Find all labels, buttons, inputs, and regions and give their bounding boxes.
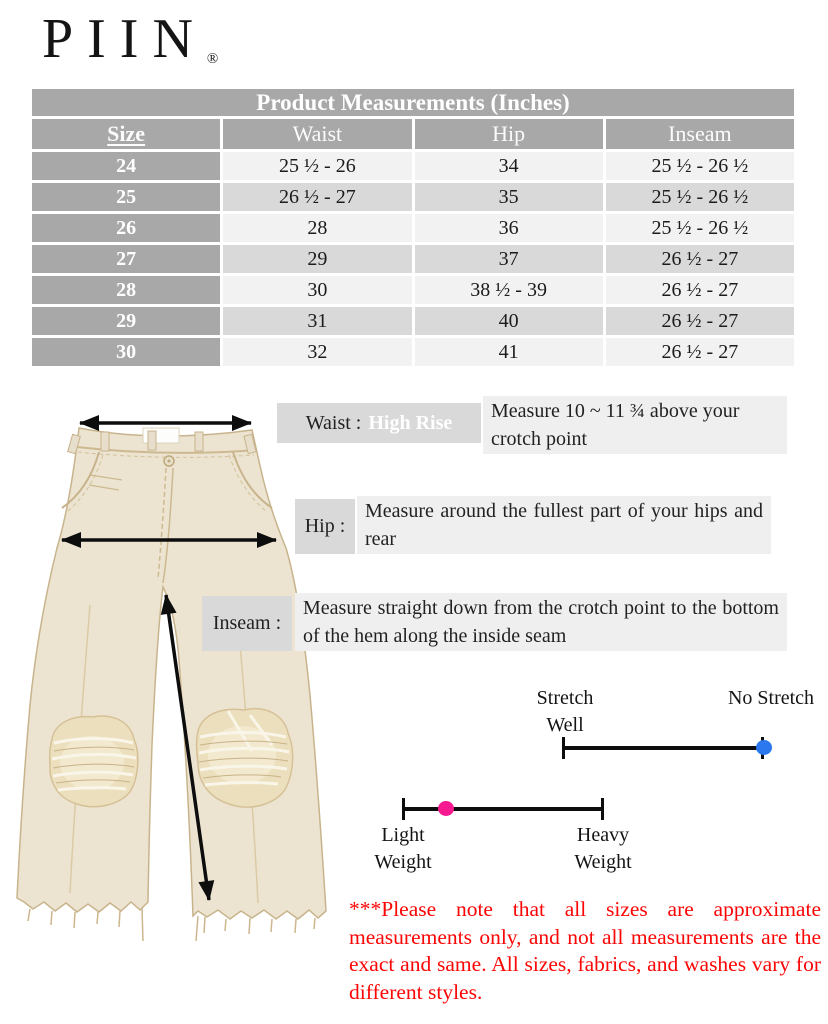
inseam-cell: 25 ½ - 26 ½ [606, 152, 794, 180]
size-cell: 29 [32, 307, 220, 335]
stretch-well-label: Stretch Well [536, 687, 594, 736]
table-row [32, 245, 794, 273]
table-title-row [32, 89, 794, 116]
weight-scale-left-tick [402, 798, 405, 820]
hip-label-box [295, 499, 355, 554]
hip-cell: 41 [415, 338, 603, 366]
size-cell: 24 [32, 152, 220, 180]
table-row [32, 214, 794, 242]
size-cell: 30 [32, 338, 220, 366]
waist-label-box [277, 403, 481, 443]
waist-cell: 25 ½ - 26 [223, 152, 411, 180]
inseam-label: Inseam : [212, 612, 282, 634]
waist-cell: 32 [223, 338, 411, 366]
table-title: Product Measurements (Inches) [32, 89, 794, 116]
size-cell: 27 [32, 245, 220, 273]
size-cell: 28 [32, 276, 220, 304]
inseam-cell: 26 ½ - 27 [606, 276, 794, 304]
inseam-label-box [202, 596, 292, 651]
hip-cell: 34 [415, 152, 603, 180]
table-row [32, 276, 794, 304]
heavy-weight-label: Heavy Weight [574, 824, 632, 873]
no-stretch-label: No Stretch [727, 687, 815, 709]
hip-description: Measure around the fullest part of your hips and rear [357, 496, 771, 554]
size-cell: 25 [32, 183, 220, 211]
weight-scale-right-tick [601, 798, 604, 820]
inseam-cell: 25 ½ - 26 ½ [606, 183, 794, 211]
stretch-dot [756, 740, 772, 755]
table-header-row [32, 119, 794, 149]
hip-cell: 35 [415, 183, 603, 211]
stretch-scale-left-tick [562, 737, 565, 759]
waist-rise-badge: High Rise [368, 411, 453, 434]
inseam-cell: 26 ½ - 27 [606, 338, 794, 366]
brand-logo-text: PIIN [42, 8, 207, 70]
table-row [32, 152, 794, 180]
brand-logo [42, 4, 218, 94]
hip-cell: 40 [415, 307, 603, 335]
table-row [32, 338, 794, 366]
waist-cell: 30 [223, 276, 411, 304]
hip-cell: 38 ½ - 39 [415, 276, 603, 304]
inseam-cell: 25 ½ - 26 ½ [606, 214, 794, 242]
stretch-scale [562, 737, 764, 759]
column-header-inseam: Inseam [606, 119, 794, 149]
waist-cell: 26 ½ - 27 [223, 183, 411, 211]
table-row [32, 307, 794, 335]
jeans-illustration [0, 395, 332, 955]
waist-cell: 28 [223, 214, 411, 242]
measurements-table [29, 86, 797, 369]
waist-cell: 31 [223, 307, 411, 335]
weight-scale [402, 798, 604, 820]
inseam-cell: 26 ½ - 27 [606, 245, 794, 273]
registered-trademark-icon: ® [206, 51, 219, 67]
column-header-waist: Waist [223, 119, 411, 149]
hip-cell: 36 [415, 214, 603, 242]
light-weight-label: Light Weight [374, 824, 432, 873]
size-table-body [32, 152, 794, 366]
waist-description: Measure 10 ~ 11 ¾ above your crotch point [483, 396, 787, 454]
waist-label: Waist : [305, 411, 362, 434]
disclaimer-note: ***Please note that all sizes are approximate measurements only, and not all measurements are the exact and same. All sizes, fabrics, and washes vary for different styles. [349, 897, 821, 1004]
column-header-size: Size [32, 119, 220, 149]
weight-scale-bar [402, 807, 604, 811]
weight-dot [438, 801, 454, 816]
jeans-body [17, 428, 326, 919]
column-header-hip: Hip [415, 119, 603, 149]
hip-cell: 37 [415, 245, 603, 273]
waist-cell: 29 [223, 245, 411, 273]
inseam-description: Measure straight down from the crotch point to the bottom of the hem along the inside seam [295, 593, 787, 651]
table-row [32, 183, 794, 211]
right-knee-rip [197, 709, 293, 807]
left-knee-rip [50, 716, 138, 807]
hip-label: Hip : [304, 515, 346, 537]
inseam-cell: 26 ½ - 27 [606, 307, 794, 335]
stretch-scale-bar [562, 746, 764, 750]
size-cell: 26 [32, 214, 220, 242]
